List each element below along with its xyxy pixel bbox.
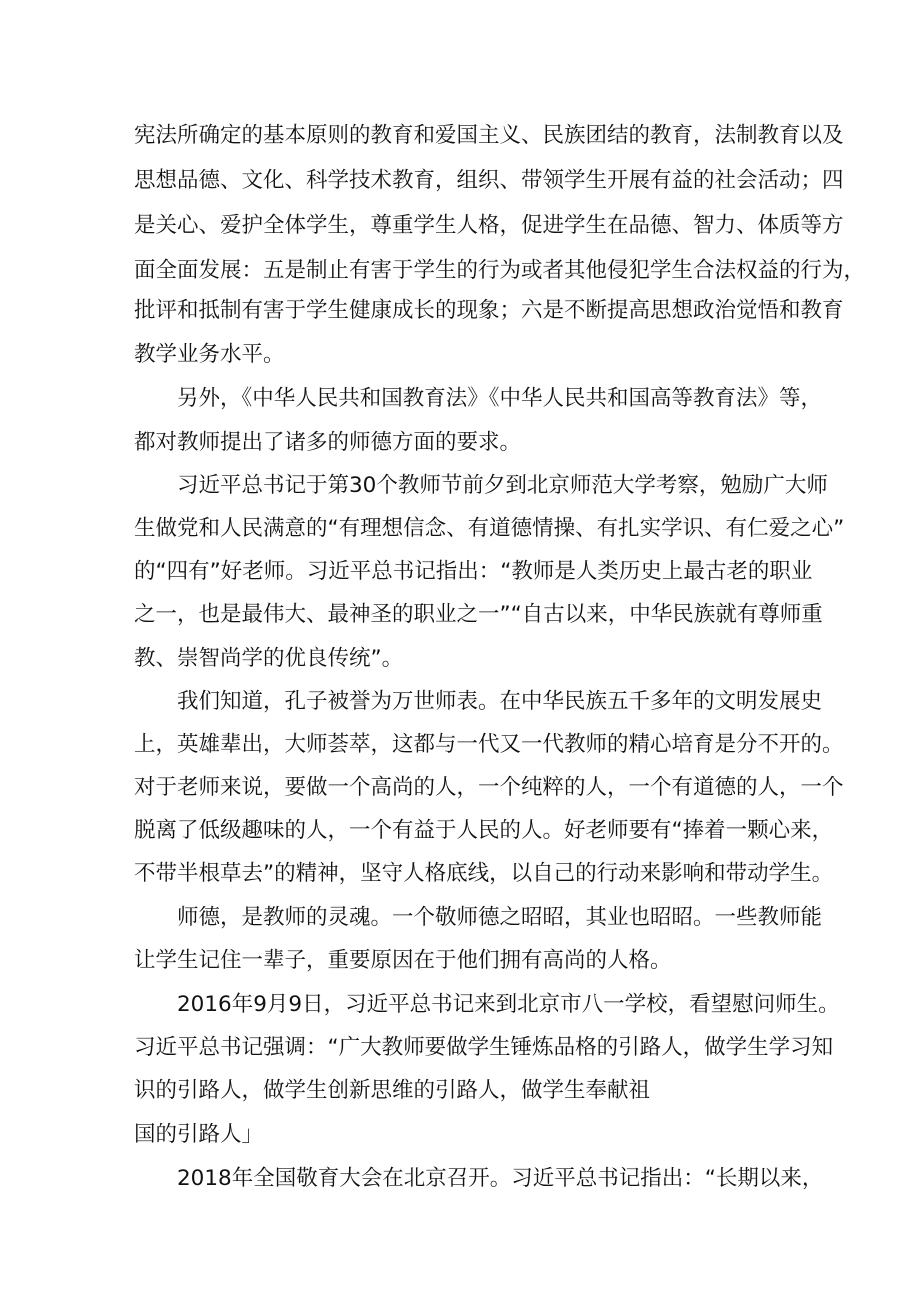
paragraph-first-line: 2016年9月9日，习近平总书记来到北京市八一学校，看望慰问师生。 [177, 992, 840, 1017]
text-line: 识的引路人，做学生创新思维的引路人，做学生奉献祖 [134, 1078, 651, 1103]
paragraph-first-line: 2018年全国敬育大会在北京召开。习近平总书记指出：“长期以来， [177, 1166, 824, 1191]
text-line: 习近平总书记强调：“广大教师要做学生锤炼品格的引路人，做学生学习知 [134, 1035, 834, 1060]
text-line: 生做党和人民满意的“有理想信念、有道德情操、有扎实学识、有仁爱之心” [134, 516, 845, 541]
text-line: 是关心、爱护全体学生，尊重学生人格，促进学生在品德、智力、体质等方 [134, 213, 844, 238]
text-line: 让学生记住一辈子，重要原因在于他们拥有高尚的人格。 [134, 948, 672, 973]
paragraph-first-line: 另外，《中华人民共和国教育法》《中华人民共和国高等教育法》等， [177, 386, 823, 411]
text-line: 的“四有”好老师。习近平总书记指出：“教师是人类历史上最古老的职业 [134, 559, 813, 584]
text-line: 不带半根草去”的精神，坚守人格底线，以自己的行动来影响和带动学生。 [134, 861, 834, 886]
paragraph-first-line: 习近平总书记于第30个教师节前夕到北京师范大学考察，勉励广大师 [177, 473, 828, 498]
text-line: 批评和抵制有害于学生健康成长的现象；六是不断提高思想政治觉悟和教育 [134, 298, 844, 323]
text-line: 对于老师来说，要做一个高尚的人，一个纯粹的人，一个有道德的人，一个 [134, 775, 844, 800]
text-line: 教学业务水平。 [134, 342, 285, 367]
text-line: 思想品德、文化、科学技术教育，组织、带领学生开展有益的社会活动；四 [134, 168, 844, 193]
text-line: 教、崇智尚学的优良传统”。 [134, 646, 404, 671]
text-line: 面全面发展：五是制止有害于学生的行为或者其他侵犯学生合法权益的行为， [134, 258, 866, 283]
text-line: 国的引路人」 [134, 1122, 264, 1147]
text-line: 之一，也是最伟大、最神圣的职业之一”“自古以来，中华民族就有尊师重 [134, 602, 823, 627]
text-line: 脱离了低级趣味的人，一个有益于人民的人。好老师要有“捧着一颗心来， [134, 818, 834, 843]
paragraph-first-line: 师德，是教师的灵魂。一个敬师德之昭昭，其业也昭昭。一些教师能 [177, 905, 823, 930]
paragraph-first-line: 我们知道，孔子被誉为万世师表。在中华民族五千多年的文明发展史 [177, 689, 823, 714]
text-line: 宪法所确定的基本原则的教育和爱国主义、民族团结的教育，法制教育以及 [134, 123, 844, 148]
text-line: 上，英雄辈出，大师荟萃，这都与一代又一代教师的精心培育是分不开的。 [134, 732, 844, 757]
text-line: 都对教师提出了诸多的师德方面的要求。 [134, 430, 522, 455]
